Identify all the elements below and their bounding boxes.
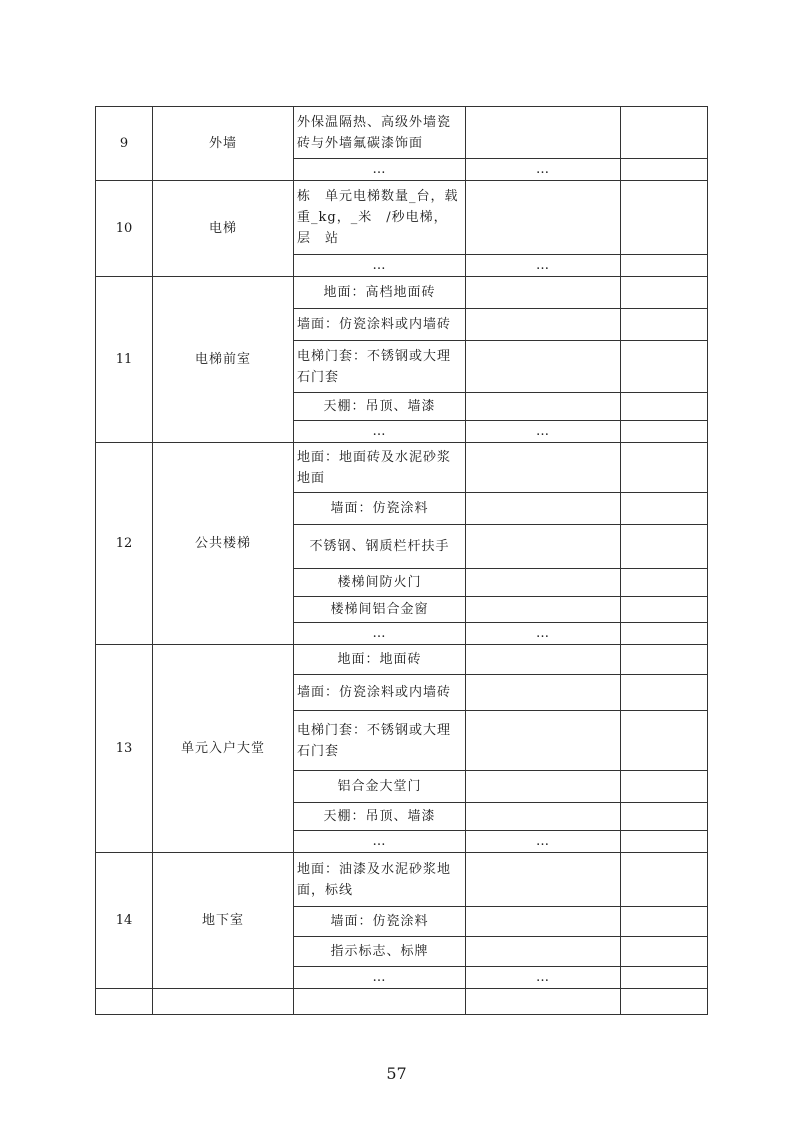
section-name: 外墙: [153, 107, 294, 181]
column4-cell: [466, 675, 621, 711]
column4-cell: [466, 771, 621, 803]
column4-cell: [466, 711, 621, 771]
column5-cell: [621, 623, 708, 645]
section-name: 公共楼梯: [153, 443, 294, 645]
column5-cell: [621, 831, 708, 853]
column5-cell: [621, 443, 708, 493]
item-cell: 外保温隔热、高级外墙瓷砖与外墙氟碳漆饰面: [294, 107, 466, 159]
item-cell: 天棚：吊顶、墙漆: [294, 803, 466, 831]
column5-cell: [621, 493, 708, 525]
column5-cell: [621, 421, 708, 443]
item-cell: [294, 989, 466, 1015]
column5-cell: [621, 853, 708, 907]
item-cell: 电梯门套：不锈钢或大理石门套: [294, 711, 466, 771]
column5-cell: [621, 181, 708, 255]
section-number: 9: [96, 107, 153, 181]
item-cell: 地面：地面砖: [294, 645, 466, 675]
section-number: 10: [96, 181, 153, 277]
column5-cell: [621, 645, 708, 675]
column4-cell: [466, 569, 621, 597]
item-cell: 地面：地面砖及水泥砂浆地面: [294, 443, 466, 493]
column5-cell: [621, 277, 708, 309]
column5-cell: [621, 107, 708, 159]
item-cell: …: [294, 159, 466, 181]
page-number: 57: [386, 1064, 407, 1083]
section-number: 11: [96, 277, 153, 443]
item-cell: …: [294, 421, 466, 443]
column4-cell: [466, 989, 621, 1015]
table-row: [96, 989, 708, 1015]
section-name: [153, 989, 294, 1015]
section-number: 13: [96, 645, 153, 853]
table-row: [96, 181, 708, 255]
item-cell: 电梯门套：不锈钢或大理石门套: [294, 341, 466, 393]
item-cell: 天棚：吊顶、墙漆: [294, 393, 466, 421]
column5-cell: [621, 803, 708, 831]
table-row: [96, 645, 708, 675]
item-cell: 不锈钢、钢质栏杆扶手: [294, 525, 466, 569]
column4-cell: [466, 853, 621, 907]
item-cell: 墙面：仿瓷涂料: [294, 907, 466, 937]
section-number: [96, 989, 153, 1015]
column4-cell: [466, 597, 621, 623]
item-cell: …: [294, 967, 466, 989]
column4-cell: [466, 937, 621, 967]
column4-cell: [466, 645, 621, 675]
item-cell: …: [294, 831, 466, 853]
column5-cell: [621, 255, 708, 277]
item-cell: 地面：油漆及水泥砂浆地面，标线: [294, 853, 466, 907]
item-cell: 铝合金大堂门: [294, 771, 466, 803]
item-cell: 墙面：仿瓷涂料或内墙砖: [294, 675, 466, 711]
section-name: 单元入户大堂: [153, 645, 294, 853]
item-cell: 指示标志、标牌: [294, 937, 466, 967]
column5-cell: [621, 989, 708, 1015]
item-cell: …: [294, 255, 466, 277]
column4-cell: [466, 907, 621, 937]
column5-cell: [621, 341, 708, 393]
table-row: [96, 853, 708, 907]
column5-cell: [621, 569, 708, 597]
item-cell: 楼梯间防火门: [294, 569, 466, 597]
item-cell: 墙面：仿瓷涂料: [294, 493, 466, 525]
section-number: 12: [96, 443, 153, 645]
column5-cell: [621, 393, 708, 421]
column4-cell: …: [466, 421, 621, 443]
column4-cell: [466, 341, 621, 393]
column4-cell: …: [466, 255, 621, 277]
column4-cell: [466, 803, 621, 831]
column5-cell: [621, 309, 708, 341]
specification-table: [95, 106, 708, 1015]
column5-cell: [621, 967, 708, 989]
section-number: 14: [96, 853, 153, 989]
column4-cell: [466, 277, 621, 309]
column4-cell: [466, 525, 621, 569]
column4-cell: [466, 443, 621, 493]
column5-cell: [621, 525, 708, 569]
section-name: 电梯: [153, 181, 294, 277]
section-name: 电梯前室: [153, 277, 294, 443]
item-cell: 墙面：仿瓷涂料或内墙砖: [294, 309, 466, 341]
column4-cell: [466, 393, 621, 421]
section-name: 地下室: [153, 853, 294, 989]
column5-cell: [621, 159, 708, 181]
column5-cell: [621, 675, 708, 711]
table-row: [96, 107, 708, 159]
column5-cell: [621, 597, 708, 623]
table-row: [96, 277, 708, 309]
table-row: [96, 443, 708, 493]
column5-cell: [621, 907, 708, 937]
item-cell: …: [294, 623, 466, 645]
item-cell: 楼梯间铝合金窗: [294, 597, 466, 623]
item-cell: 栋 单元电梯数量_台，载重_kg，_米 /秒电梯， 层 站: [294, 181, 466, 255]
column4-cell: [466, 107, 621, 159]
column5-cell: [621, 711, 708, 771]
column5-cell: [621, 937, 708, 967]
column4-cell: …: [466, 967, 621, 989]
column4-cell: …: [466, 623, 621, 645]
column5-cell: [621, 771, 708, 803]
item-cell: 地面：高档地面砖: [294, 277, 466, 309]
column4-cell: [466, 493, 621, 525]
column4-cell: [466, 309, 621, 341]
column4-cell: …: [466, 831, 621, 853]
column4-cell: …: [466, 159, 621, 181]
column4-cell: [466, 181, 621, 255]
